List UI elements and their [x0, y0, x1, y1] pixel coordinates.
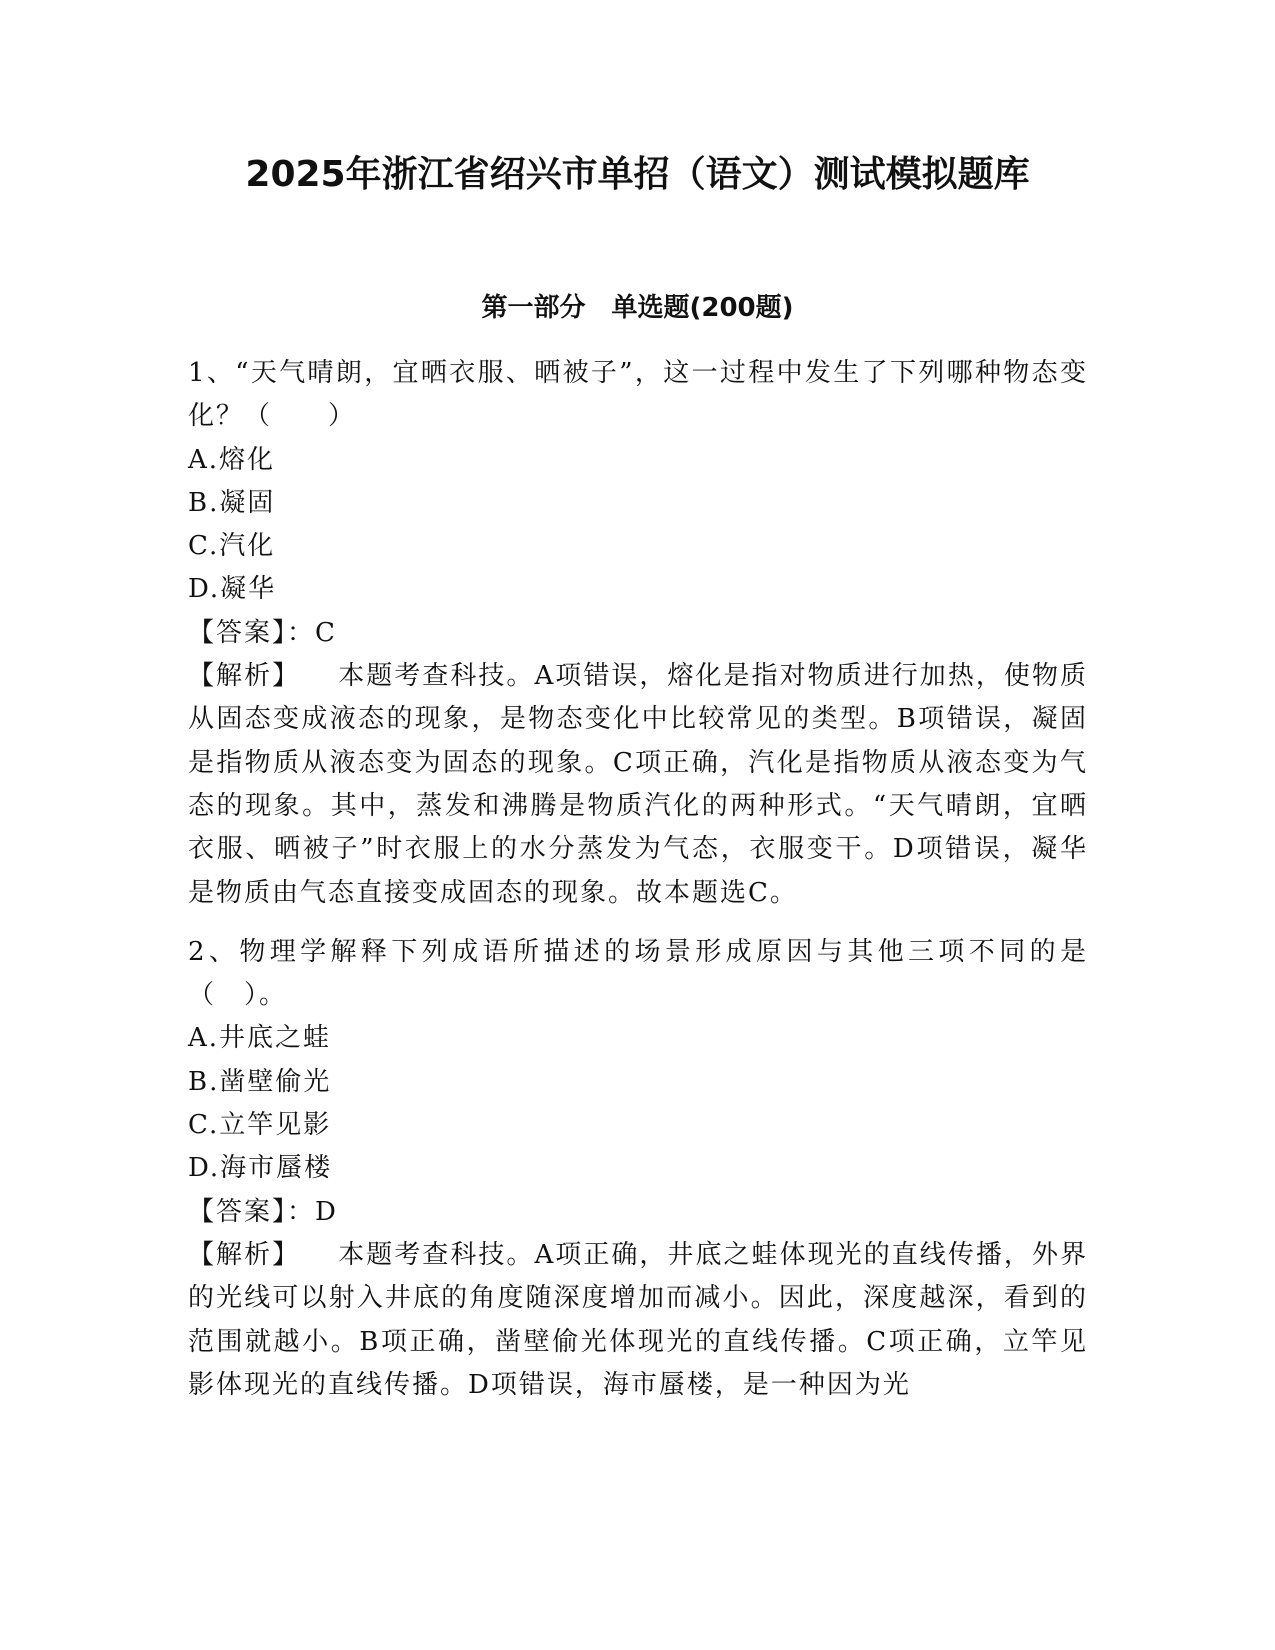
document-title: 2025年浙江省绍兴市单招（语文）测试模拟题库 — [245, 154, 1030, 195]
answer-line — [188, 1191, 1088, 1234]
analysis-paragraph — [188, 655, 1088, 915]
question-item — [188, 931, 1088, 1407]
section-title: 第一部分 单选题(200题) — [481, 293, 794, 323]
answer-line — [188, 612, 1088, 655]
option-d: D.凝华 — [188, 574, 277, 605]
answer-value: ：C — [287, 617, 337, 648]
option-b: B.凿壁偷光 — [188, 1066, 332, 1097]
option-b: B.凝固 — [188, 487, 276, 518]
analysis-text: 本题考查科技。A项正确，井底之蛙体现光的直线传播，外界的光线可以射入井底的角度随深度增加而减小。因此，深度越深，看到的范围就越小。B项正确，凿壁偷光体现光的直线传播。C项正确，立竿见影体现光的直线传播。D项错误，海市蜃楼，是一种因为光 — [188, 1239, 1088, 1400]
question-list — [188, 352, 1088, 1423]
option-d: D.海市蜃楼 — [188, 1153, 333, 1184]
option-c: C.汽化 — [188, 531, 276, 562]
analysis-text: 本题考查科技。A项错误，熔化是指对物质进行加热，使物质从固态变成液态的现象，是物态变化中比较常见的类型。B项错误，凝固是指物质从液态变为固态的现象。C项正确，汽化是指物质从液态变为气态的现象。其中，蒸发和沸腾是物质汽化的两种形式。“天气晴朗，宜晒衣服、晒被子”时衣服上的水分蒸发为气态，衣服变干。D项错误，凝华是物质由气态直接变成固态的现象。故本题选C。 — [188, 661, 1088, 908]
option-a: A.井底之蛙 — [188, 1023, 332, 1054]
question-stem: 2、物理学解释下列成语所描述的场景形成原因与其他三项不同的是（ ）。 — [188, 936, 1088, 1011]
option-c: C.立竿见影 — [188, 1110, 332, 1141]
answer-label: 【答案】 — [188, 1196, 288, 1227]
question-item — [188, 352, 1088, 915]
question-stem: 1、“天气晴朗，宜晒衣服、晒被子”，这一过程中发生了下列哪种物态变化？（ ） — [188, 358, 1088, 432]
answer-value: ：D — [287, 1196, 338, 1227]
answer-label: 【答案】 — [188, 617, 288, 648]
analysis-label: 【解析】 — [188, 1239, 301, 1270]
analysis-label: 【解析】 — [188, 661, 301, 692]
analysis-paragraph — [188, 1234, 1088, 1407]
option-a: A.熔化 — [188, 444, 276, 475]
